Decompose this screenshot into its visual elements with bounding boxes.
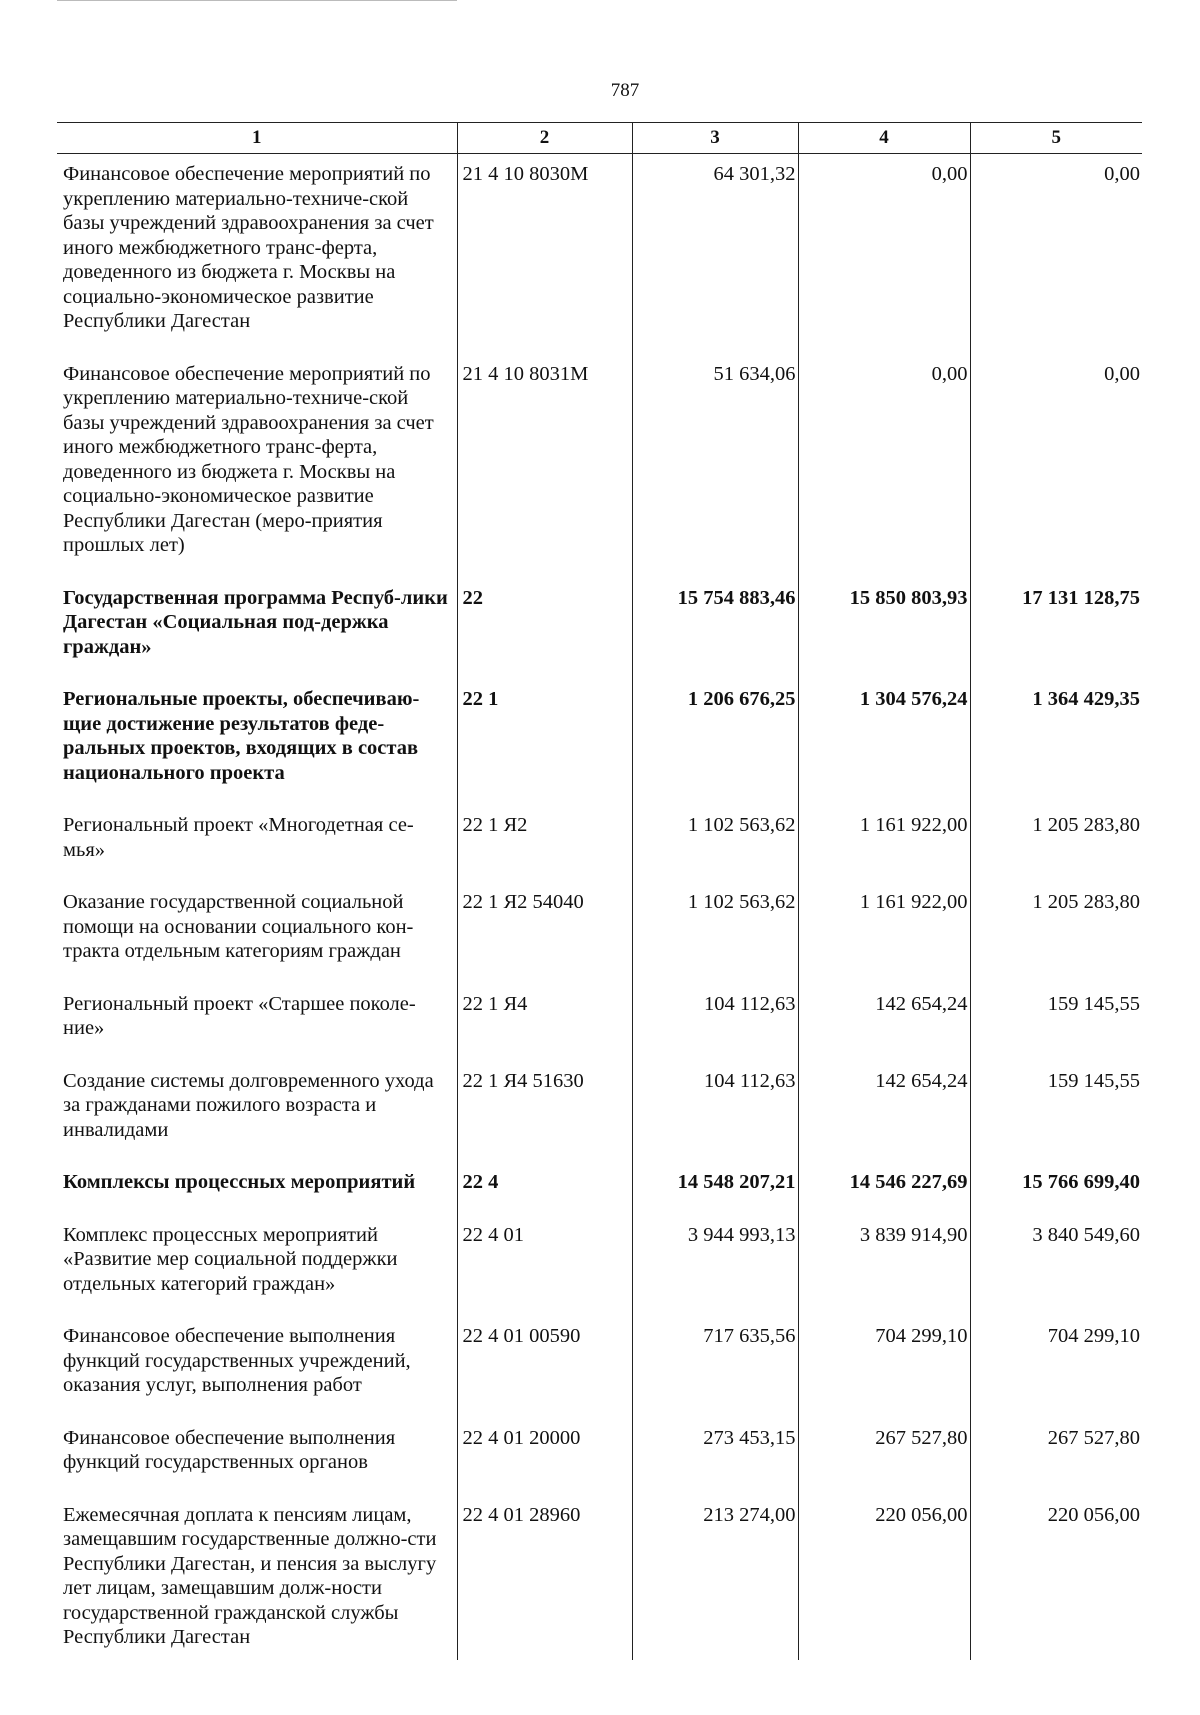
column-header: 3 <box>632 123 798 154</box>
table-row <box>57 154 1142 354</box>
top-edge-line <box>57 0 457 1</box>
row-name: Финансовое обеспечение выполнения функций государственных органов <box>63 1426 396 1473</box>
row-value-col5: 220 056,00 <box>970 1495 1142 1660</box>
row-value-col3: 717 635,56 <box>632 1316 798 1418</box>
row-value-col5: 1 205 283,80 <box>970 805 1142 882</box>
row-value-col3: 273 453,15 <box>632 1418 798 1495</box>
column-header: 5 <box>970 123 1142 154</box>
row-value-col4: 3 839 914,90 <box>798 1215 970 1317</box>
row-code: 22 4 01 00590 <box>457 1316 632 1418</box>
row-name: Финансовое обеспечение выполнения функций государственных учреждений, оказания услуг, выполнения работ <box>63 1325 411 1396</box>
row-name: Региональные проекты, обеспечиваю-щие достижение результатов феде-ральных проектов, входящих в состав национального проекта <box>63 688 420 784</box>
row-value-col4: 1 161 922,00 <box>798 805 970 882</box>
row-value-col5: 0,00 <box>970 354 1142 578</box>
table-row <box>57 354 1142 578</box>
row-value-col3: 104 112,63 <box>632 984 798 1061</box>
column-header: 2 <box>457 123 632 154</box>
row-value-col4: 142 654,24 <box>798 1061 970 1163</box>
row-code: 22 1 Я2 54040 <box>457 882 632 984</box>
row-value-col5: 159 145,55 <box>970 1061 1142 1163</box>
table-row <box>57 882 1142 984</box>
row-name: Комплексы процессных мероприятий <box>63 1171 416 1193</box>
row-value-col3: 64 301,32 <box>632 154 798 354</box>
row-value-col4: 0,00 <box>798 354 970 578</box>
row-code: 22 4 01 20000 <box>457 1418 632 1495</box>
row-value-col5: 0,00 <box>970 154 1142 354</box>
table-row <box>57 1316 1142 1418</box>
row-value-col3: 1 206 676,25 <box>632 679 798 805</box>
row-value-col4: 220 056,00 <box>798 1495 970 1660</box>
row-value-col5: 1 205 283,80 <box>970 882 1142 984</box>
row-value-col5: 267 527,80 <box>970 1418 1142 1495</box>
row-name: Финансовое обеспечение мероприятий по укреплению материально-техниче-ской базы учреждений здравоохранения за счет иного межбюджетного транс-ферта, доведенного из бюджета г. Москвы на социально-экономическое развитие Республики Дагестан <box>63 163 434 332</box>
budget-table <box>57 122 1142 1660</box>
row-value-col3: 15 754 883,46 <box>632 578 798 680</box>
row-name: Региональный проект «Многодетная се-мья» <box>63 814 414 861</box>
column-header: 1 <box>57 123 457 154</box>
row-value-col5: 1 364 429,35 <box>970 679 1142 805</box>
row-name: Создание системы долговременного ухода за гражданами пожилого возраста и инвалидами <box>63 1069 434 1141</box>
row-value-col5: 704 299,10 <box>970 1316 1142 1418</box>
row-value-col3: 213 274,00 <box>632 1495 798 1660</box>
row-code: 22 4 <box>457 1162 632 1215</box>
row-name: Государственная программа Респуб-лики Дагестан «Социальная под-держка граждан» <box>63 586 448 658</box>
row-name: Комплекс процессных мероприятий «Развитие мер социальной поддержки отдельных категорий граждан» <box>63 1223 398 1295</box>
table-row <box>57 984 1142 1061</box>
row-name: Финансовое обеспечение мероприятий по укреплению материально-техниче-ской базы учреждений здравоохранения за счет иного межбюджетного транс-ферта, доведенного из бюджета г. Москвы на социально-экономическое развитие Республики Дагестан (меро-приятия прошлых лет) <box>63 362 434 556</box>
row-value-col3: 51 634,06 <box>632 354 798 578</box>
row-code: 21 4 10 8031М <box>457 354 632 578</box>
row-value-col5: 3 840 549,60 <box>970 1215 1142 1317</box>
table-row <box>57 1162 1142 1215</box>
row-code: 22 4 01 <box>457 1215 632 1317</box>
header-row <box>57 123 1142 154</box>
row-code: 22 1 <box>457 679 632 805</box>
row-value-col4: 1 304 576,24 <box>798 679 970 805</box>
row-value-col3: 14 548 207,21 <box>632 1162 798 1215</box>
page-number: 787 <box>610 80 640 101</box>
row-value-col4: 1 161 922,00 <box>798 882 970 984</box>
row-name: Ежемесячная доплата к пенсиям лицам, замещавшим государственные должно-сти Республики Дагестан, и пенсия за выслугу лет лицам, замещавшим долж-ности государственной гражданской службы Республики Дагестан <box>63 1503 437 1648</box>
row-value-col4: 14 546 227,69 <box>798 1162 970 1215</box>
row-code: 22 1 Я4 51630 <box>457 1061 632 1163</box>
row-value-col5: 17 131 128,75 <box>970 578 1142 680</box>
row-name: Оказание государственной социальной помощи на основании социального кон-тракта отдельным категориям граждан <box>63 891 414 962</box>
table-row <box>57 679 1142 805</box>
row-value-col4: 704 299,10 <box>798 1316 970 1418</box>
row-code: 21 4 10 8030М <box>457 154 632 354</box>
row-code: 22 1 Я2 <box>457 805 632 882</box>
row-value-col3: 104 112,63 <box>632 1061 798 1163</box>
row-code: 22 1 Я4 <box>457 984 632 1061</box>
row-name: Региональный проект «Старшее поколе-ние» <box>63 992 416 1039</box>
table-row <box>57 805 1142 882</box>
row-value-col4: 267 527,80 <box>798 1418 970 1495</box>
row-code: 22 <box>457 578 632 680</box>
table-row <box>57 1418 1142 1495</box>
row-value-col3: 1 102 563,62 <box>632 882 798 984</box>
row-value-col3: 1 102 563,62 <box>632 805 798 882</box>
row-value-col4: 142 654,24 <box>798 984 970 1061</box>
row-value-col4: 0,00 <box>798 154 970 354</box>
row-value-col5: 159 145,55 <box>970 984 1142 1061</box>
row-value-col5: 15 766 699,40 <box>970 1162 1142 1215</box>
table-row <box>57 1215 1142 1317</box>
row-value-col4: 15 850 803,93 <box>798 578 970 680</box>
row-value-col3: 3 944 993,13 <box>632 1215 798 1317</box>
row-code: 22 4 01 28960 <box>457 1495 632 1660</box>
column-header: 4 <box>798 123 970 154</box>
table-row <box>57 578 1142 680</box>
table-row <box>57 1495 1142 1660</box>
table-row <box>57 1061 1142 1163</box>
